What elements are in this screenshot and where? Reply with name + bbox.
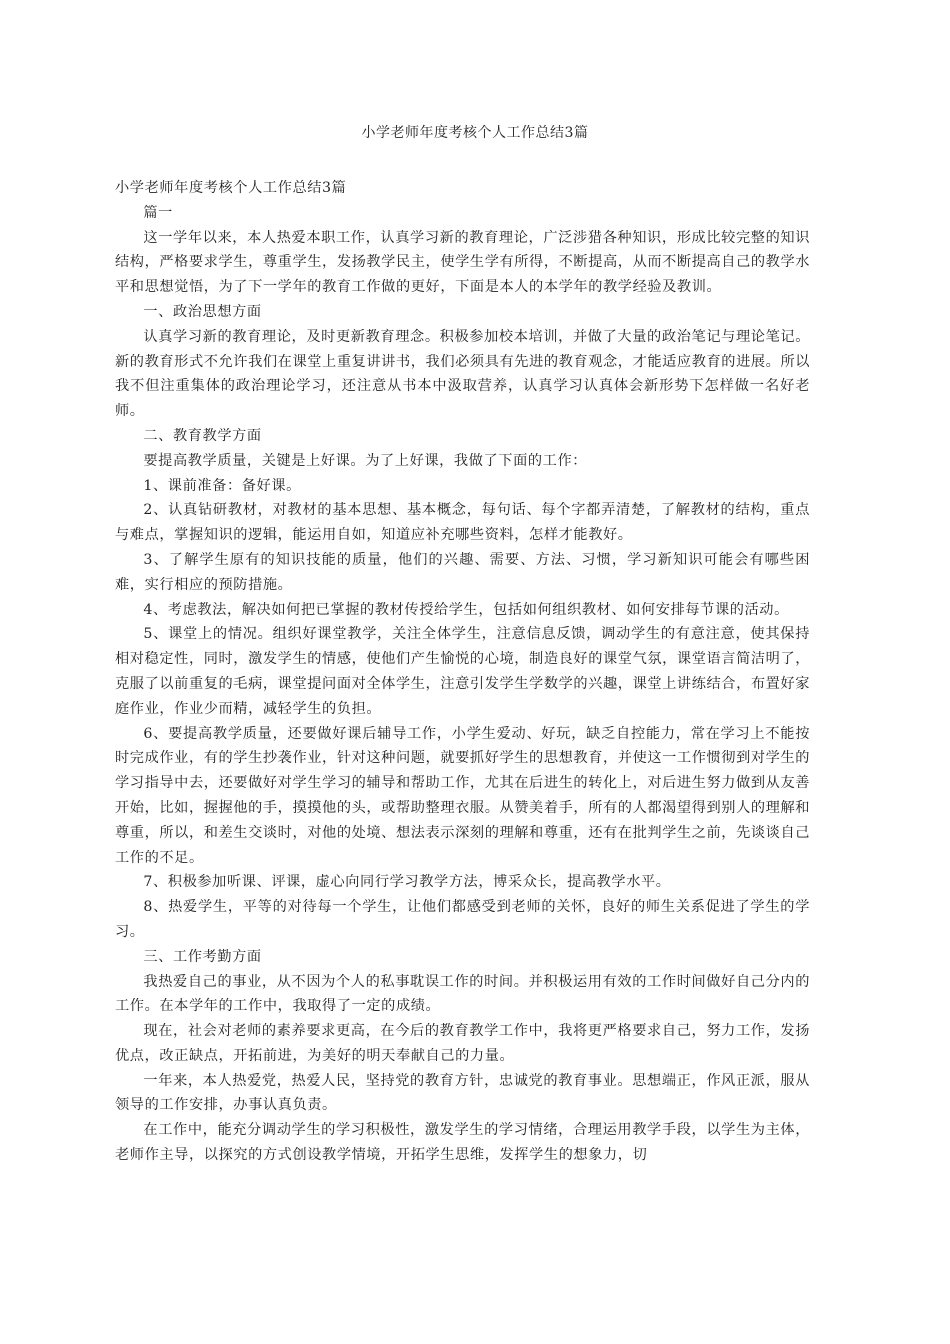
- paragraph: 认真学习新的教育理论，及时更新教育理念。积极参加校本培训，并做了大量的政治笔记与理论笔记。新的教育形式不允许我们在课堂上重复讲讲书，我们必须具有先进的教育观念，才能适应教育的进展。所以我不但注重集体的政治理论学习，还注意从书本中汲取营养，认真学习认真体会新形势下怎样做一名好老师。: [115, 328, 811, 420]
- list-item: 7、积极参加听课、评课，虚心向同行学习教学方法，博采众长，提高教学水平。: [143, 874, 671, 891]
- section-heading: 三、工作考勤方面: [143, 948, 262, 965]
- paragraph: 我热爱自己的事业，从不因为个人的私事耽误工作的时间。并积极运用有效的工作时间做好自己分内的工作。在本学年的工作中，我取得了一定的成绩。: [115, 973, 810, 1015]
- list-item: 4、考虑教法，解决如何把已掌握的教材传授给学生，包括如何组织教材、如何安排每节课的活动。: [143, 601, 789, 618]
- paragraph: 现在，社会对老师的素养要求更高，在今后的教育教学工作中，我将更严格要求自己，努力工作，发扬优点，改正缺点，开拓前进，为美好的明天奉献自己的力量。: [115, 1023, 810, 1064]
- section-label: 篇一: [143, 204, 173, 221]
- list-item: 5、课堂上的情况。组织好课堂教学，关注全体学生，注意信息反馈，调动学生的有意注意，使其保持相对稳定性，同时，激发学生的情感，使他们产生愉悦的心境，制造良好的课堂气氛，课堂语言简洁明了，克服了以前重复的毛病，课堂提问面对全体学生，注意引发学生学数学的兴趣，课堂上讲练结合，布置好家庭作业，作业少而精，减轻学生的负担。: [115, 626, 811, 717]
- paragraph: 要提高教学质量，关键是上好课。为了上好课，我做了下面的工作：: [143, 452, 588, 469]
- document-title: 小学老师年度考核个人工作总结3篇: [361, 125, 589, 141]
- document-heading: 小学老师年度考核个人工作总结3篇: [115, 180, 347, 196]
- list-item: 6、要提高教学质量，还要做好课后辅导工作，小学生爱动、好玩，缺乏自控能力，常在学习上不能按时完成作业，有的学生抄袭作业，针对这种问题，就要抓好学生的思想教育，并使这一工作惯彻到对学生的学习指导中去，还要做好对学生学习的辅导和帮助工作，尤其在后进生的转化上，对后进生努力做到从友善开始，比如，握握他的手，摸摸他的头，或帮助整理衣服。从赞美着手，所有的人都渴望得到别人的理解和尊重，所以，和差生交谈时，对他的处境、想法表示深刻的理解和尊重，还有在批判学生之前，先谈谈自己工作的不足。: [115, 725, 811, 866]
- list-item: 3、了解学生原有的知识技能的质量，他们的兴趣、需要、方法、习惯，学习新知识可能会有哪些困难，实行相应的预防措施。: [115, 551, 810, 593]
- list-item: 8、热爱学生，平等的对待每一个学生，让他们都感受到老师的关怀，良好的师生关系促进了学生的学习。: [115, 899, 810, 940]
- section-heading: 一、政治思想方面: [143, 303, 262, 320]
- paragraph: 这一学年以来，本人热爱本职工作，认真学习新的教育理论，广泛涉猎各种知识，形成比较完整的知识结构，严格要求学生，尊重学生，发扬教学民主，使学生学有所得，不断提高，从而不断提高自己的教学水平和思想觉悟，为了下一学年的教育工作做的更好，下面是本人的本学年的教学经验及教训。: [115, 229, 811, 296]
- list-item: 1、课前准备：备好课。: [143, 477, 301, 494]
- document-body: [115, 176, 810, 1168]
- list-item: 2、认真钻研教材，对教材的基本思想、基本概念，每句话、每个字都弄清楚，了解教材的结构，重点与难点，掌握知识的逻辑，能运用自如，知道应补充哪些资料，怎样才能教好。: [115, 502, 810, 544]
- section-heading: 二、教育教学方面: [143, 427, 262, 444]
- paragraph: 一年来，本人热爱党，热爱人民，坚持党的教育方针，忠诚党的教育事业。思想端正，作风正派，服从领导的工作安排，办事认真负责。: [115, 1072, 810, 1114]
- paragraph: 在工作中，能充分调动学生的学习积极性，激发学生的学习情绪，合理运用教学手段，以学生为主体，老师作主导，以探究的方式创设教学情境，开拓学生思维，发挥学生的想象力，切: [115, 1122, 810, 1164]
